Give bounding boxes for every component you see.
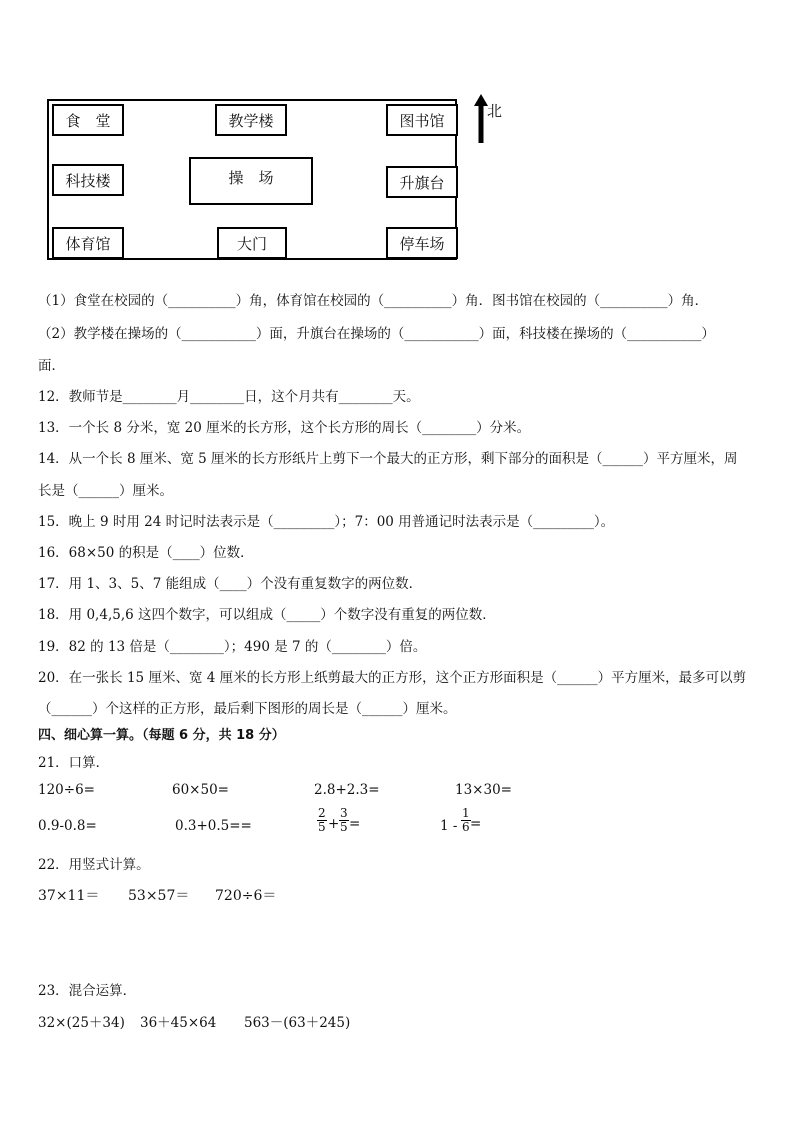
q12: 12．教师节是________月________日，这个月共有________天。 [38,389,420,405]
q16: 16．68×50 的积是（____）位数． [38,545,254,561]
oral-item: 0.3+0.5== [175,818,252,834]
oral-item: 2.8+2.3= [314,782,380,798]
map-teaching-building: 教学楼 [215,104,287,136]
fraction: $\frac{3}{5}$ [340,806,348,834]
q11-part2: （2）教学楼在操场的（___________）面，升旗台在操场的（___________）面，科技楼在操场的（___________） [38,326,715,342]
oral-item: 60×50= [172,782,229,798]
vertical-calc-item: 720÷6＝ [215,888,277,904]
fraction: $\frac{2}{5}$ [318,806,326,834]
q18: 18．用 0,4,5,6 这四个数字，可以组成（_____）个数字没有重复的两位数． [38,607,496,623]
map-playground: 操 场 [189,157,313,205]
q13: 13．一个长 8 分米，宽 20 厘米的长方形，这个长方形的周长（________）分米。 [38,420,531,436]
oral-item: 0.9-0.8= [38,818,97,834]
q21: 21．口算． [38,755,110,771]
q20-line2: （______）个这样的正方形，最后剩下图形的周长是（______）厘米。 [38,701,457,717]
section-4-heading: 四、细心算一算。（每题 6 分，共 18 分） [38,728,285,743]
map-gate: 大门 [217,227,287,259]
mixed-calc-item: 32×(25＋34) [38,1015,125,1031]
q11-part1: （1）食堂在校园的（__________）角，体育馆在校园的（__________）角．图书馆在校园的（__________）角． [38,293,709,309]
north-arrow-icon [474,94,488,144]
map-library: 图书馆 [386,104,458,136]
map-gym: 体育馆 [52,227,124,259]
q22: 22．用竖式计算。 [38,857,150,873]
q17: 17．用 1、3、5、7 能组成（____）个没有重复数字的两位数． [38,576,423,592]
oral-item: 1 - [440,818,458,834]
oral-item: 13×30= [455,782,512,798]
q23: 23．混合运算． [38,983,137,999]
q14-line1: 14．从一个长 8 厘米、宽 5 厘米的长方形纸片上剪下一个最大的正方形，剩下部分的面积是（______）平方厘米，周 [38,451,738,467]
map-flag-platform: 升旗台 [386,166,458,198]
q11-part2-tail: 面． [38,358,65,374]
equals-sign: = [470,816,482,832]
map-parking: 停车场 [386,227,458,259]
mixed-calc-item: 563－(63＋245) [244,1015,351,1031]
map-canteen: 食 堂 [52,104,124,136]
q19: 19．82 的 13 倍是（________）；490 是 7 的（________）倍。 [38,639,427,655]
north-label: 北 [487,102,503,120]
q20-line1: 20．在一张长 15 厘米、宽 4 厘米的长方形上纸剪最大的正方形，这个正方形面积是（______）平方厘米，最多可以剪 [38,670,747,686]
oral-item: 120÷6= [38,782,95,798]
q14-line2: 长是（______）厘米。 [38,483,173,499]
map-tech-building: 科技楼 [52,164,124,196]
campus-map [47,99,457,260]
plus-sign: + [328,816,340,832]
vertical-calc-item: 53×57＝ [128,888,190,904]
vertical-calc-item: 37×11＝ [38,888,100,904]
q15: 15．晚上 9 时用 24 时记时法表示是（_________）；7：00 用普通记时法表示是（_________）。 [38,514,615,530]
fraction: $\frac{1}{6}$ [462,806,470,834]
mixed-calc-item: 36＋45×64 [140,1015,217,1031]
equals-sign: = [349,816,361,832]
